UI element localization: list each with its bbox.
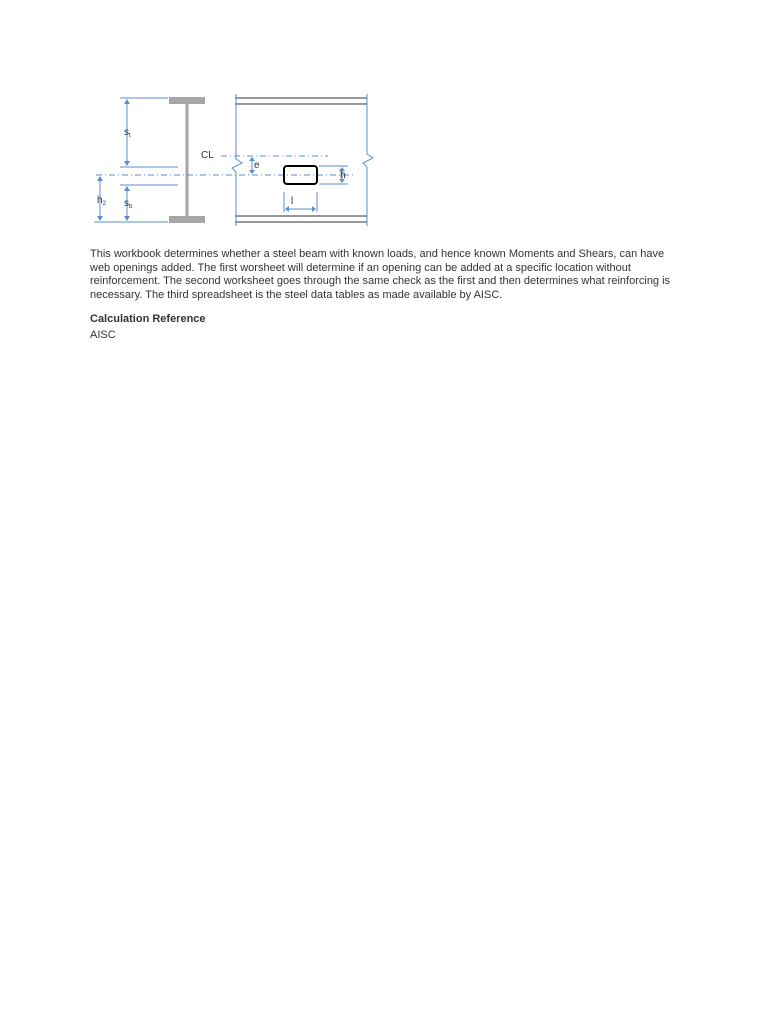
top-flange xyxy=(169,97,205,104)
workbook-description: This workbook determines whether a steel beam with known loads, and hence known Moments and Shears, can have web openings added. The first worsheet will determine if an opening can be added at a specific location without reinforcement. The second worksheet goes through the same check as the first and then determines what reinforcing is necessary. The third spreadsheet is the steel data tables as made available by AISC. xyxy=(90,248,671,301)
beam-web-opening-diagram xyxy=(90,88,380,233)
label-h: h xyxy=(340,170,346,181)
label-cl: CL xyxy=(201,150,214,161)
label-sb: $s_b$ xyxy=(124,198,133,210)
label-st: $s_t$ xyxy=(124,127,131,139)
label-h2: $h_2$ xyxy=(97,195,106,207)
web xyxy=(186,104,189,217)
label-l: l xyxy=(291,196,294,207)
label-e: e xyxy=(254,160,260,171)
bottom-flange xyxy=(169,216,205,223)
left-break-line xyxy=(232,94,242,226)
calculation-reference-value: AISC xyxy=(90,329,116,341)
beam-diagram-svg xyxy=(90,88,380,233)
right-break-line xyxy=(363,94,373,226)
calculation-reference-heading: Calculation Reference xyxy=(90,313,206,325)
